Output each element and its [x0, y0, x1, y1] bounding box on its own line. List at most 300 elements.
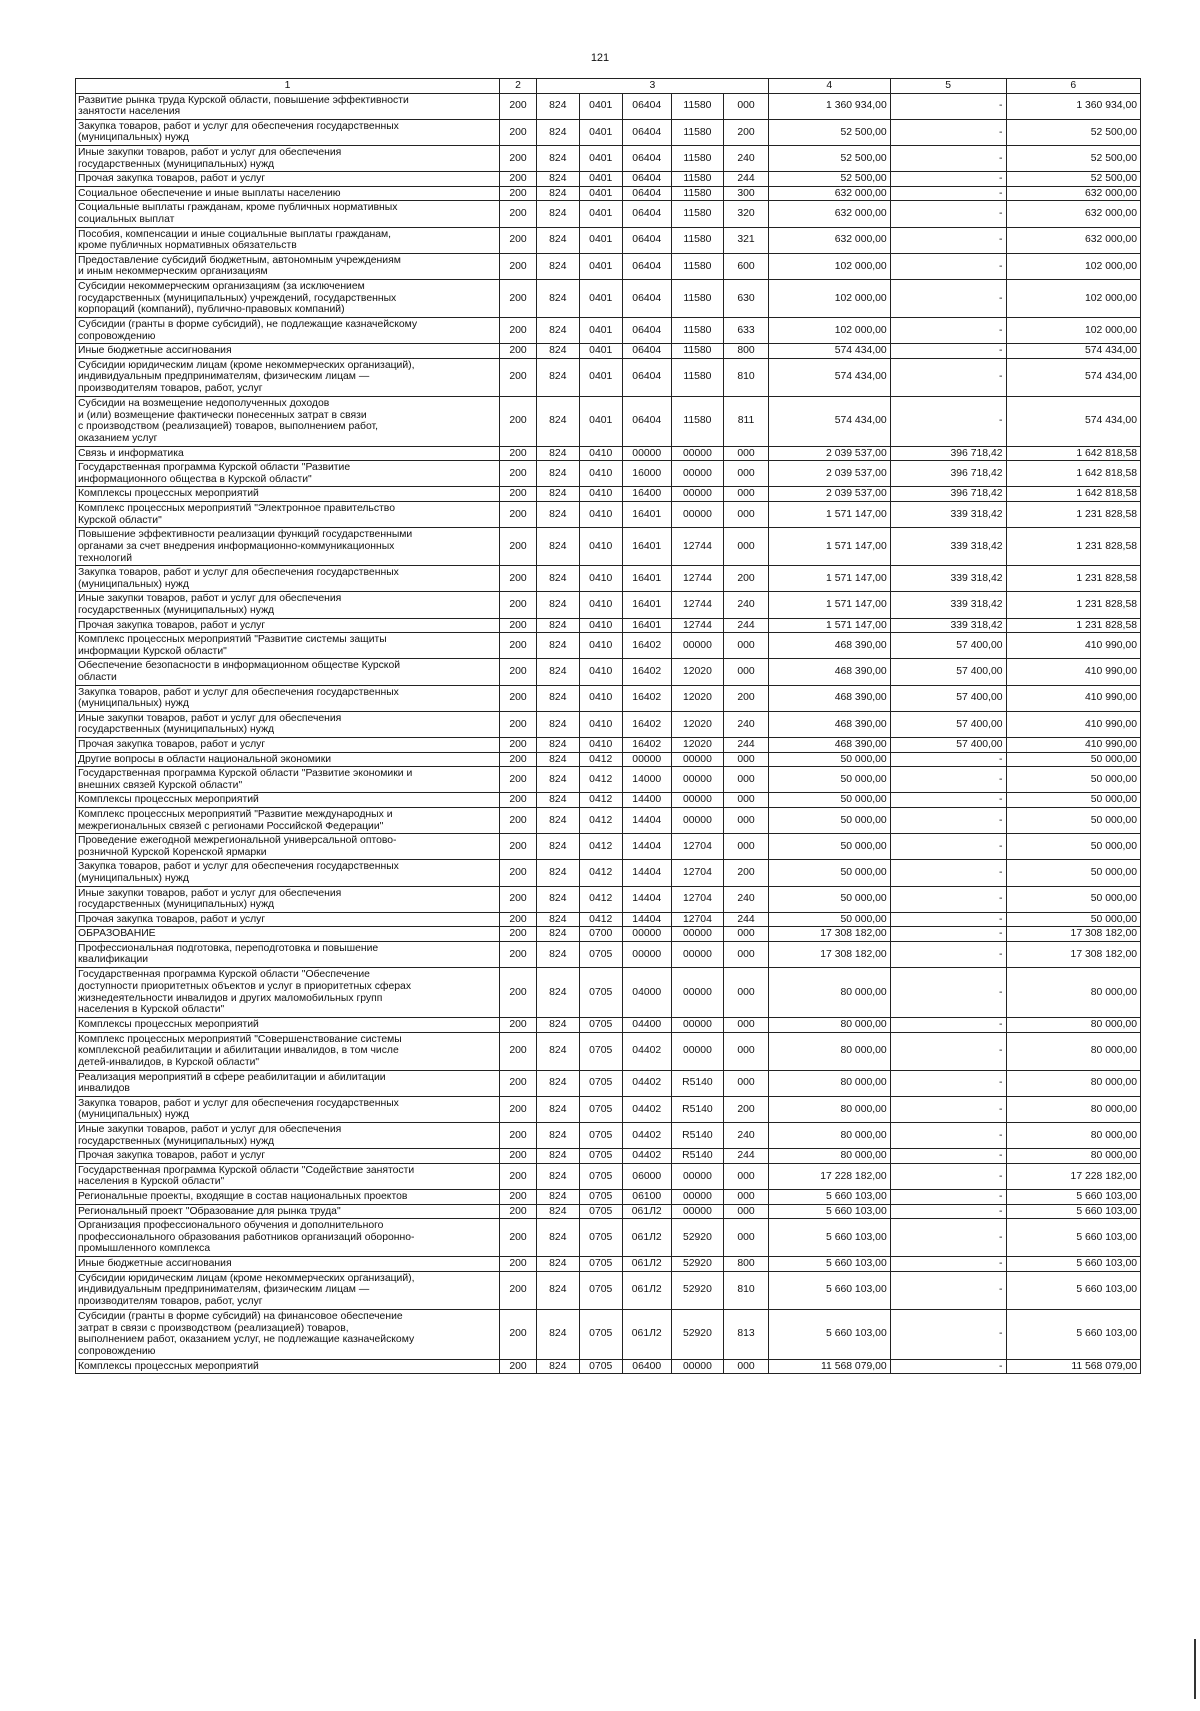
- row-program-code: 061Л2: [622, 1309, 671, 1359]
- row-program-code: 06404: [622, 317, 671, 343]
- row-program-code: 00000: [622, 752, 671, 767]
- row-expense-type: 000: [724, 487, 768, 502]
- row-name: Прочая закупка товаров, работ и услуг: [76, 737, 500, 752]
- table-row: [76, 1257, 1141, 1272]
- row-amount-col-4: 17 308 182,00: [768, 927, 890, 942]
- row-expense-type: 200: [724, 1096, 768, 1122]
- row-amount-col-4: 5 660 103,00: [768, 1309, 890, 1359]
- row-expense-type: 200: [724, 119, 768, 145]
- row-direction-code: 00000: [671, 752, 724, 767]
- table-row: [76, 279, 1141, 317]
- row-amount-col-4: 50 000,00: [768, 834, 890, 860]
- row-direction-code: R5140: [671, 1149, 724, 1164]
- row-amount-col-5: -: [890, 1032, 1006, 1070]
- row-program-code: 00000: [622, 927, 671, 942]
- table-row: [76, 633, 1141, 659]
- row-col-2: 200: [499, 752, 536, 767]
- row-amount-col-6: 632 000,00: [1006, 186, 1140, 201]
- table-row: [76, 566, 1141, 592]
- row-program-code: 06404: [622, 93, 671, 119]
- row-amount-col-4: 2 039 537,00: [768, 446, 890, 461]
- table-row: [76, 752, 1141, 767]
- row-program-code: 04402: [622, 1123, 671, 1149]
- row-section-code: 0705: [579, 941, 622, 967]
- row-name: Реализация мероприятий в сфере реабилитации и абилитации инвалидов: [76, 1070, 500, 1096]
- row-admin-code: 824: [537, 1070, 579, 1096]
- row-direction-code: 11580: [671, 317, 724, 343]
- row-name: Иные закупки товаров, работ и услуг для обеспечения государственных (муниципальных) нужд: [76, 886, 500, 912]
- row-expense-type: 000: [724, 1219, 768, 1257]
- row-amount-col-6: 80 000,00: [1006, 1070, 1140, 1096]
- row-name: Региональный проект "Образование для рынка труда": [76, 1204, 500, 1219]
- row-program-code: 14404: [622, 807, 671, 833]
- row-name: Закупка товаров, работ и услуг для обеспечения государственных (муниципальных) нужд: [76, 566, 500, 592]
- row-amount-col-6: 80 000,00: [1006, 1149, 1140, 1164]
- row-program-code: 16402: [622, 659, 671, 685]
- row-direction-code: R5140: [671, 1096, 724, 1122]
- row-section-code: 0410: [579, 685, 622, 711]
- row-section-code: 0705: [579, 1163, 622, 1189]
- row-admin-code: 824: [537, 711, 579, 737]
- row-expense-type: 320: [724, 201, 768, 227]
- row-amount-col-6: 574 434,00: [1006, 344, 1140, 359]
- row-amount-col-5: 57 400,00: [890, 737, 1006, 752]
- row-name: Прочая закупка товаров, работ и услуг: [76, 912, 500, 927]
- row-direction-code: 00000: [671, 793, 724, 808]
- page-number: 121: [590, 52, 610, 64]
- row-expense-type: 244: [724, 737, 768, 752]
- row-col-2: 200: [499, 834, 536, 860]
- row-col-2: 200: [499, 145, 536, 171]
- row-name: Организация профессионального обучения и дополнительного профессионального образования работников организаций оборонно- промышленного комплекса: [76, 1219, 500, 1257]
- row-amount-col-5: -: [890, 358, 1006, 396]
- row-expense-type: 000: [724, 767, 768, 793]
- row-amount-col-4: 468 390,00: [768, 711, 890, 737]
- row-section-code: 0401: [579, 317, 622, 343]
- row-amount-col-6: 17 228 182,00: [1006, 1163, 1140, 1189]
- row-amount-col-4: 17 228 182,00: [768, 1163, 890, 1189]
- row-name: Государственная программа Курской области "Обеспечение доступности приоритетных объектов и услуг в приоритетных сферах жизнедеятельности инвалидов и других маломобильных групп населения в Курской области": [76, 968, 500, 1018]
- row-col-2: 200: [499, 186, 536, 201]
- row-expense-type: 244: [724, 618, 768, 633]
- row-amount-col-4: 11 568 079,00: [768, 1359, 890, 1374]
- table-row: [76, 968, 1141, 1018]
- row-section-code: 0705: [579, 1070, 622, 1096]
- row-admin-code: 824: [537, 172, 579, 187]
- row-direction-code: 00000: [671, 1359, 724, 1374]
- row-admin-code: 824: [537, 752, 579, 767]
- row-amount-col-5: -: [890, 793, 1006, 808]
- row-direction-code: 00000: [671, 968, 724, 1018]
- table-row: [76, 119, 1141, 145]
- row-direction-code: 00000: [671, 461, 724, 487]
- row-program-code: 14400: [622, 793, 671, 808]
- row-section-code: 0412: [579, 807, 622, 833]
- row-amount-col-4: 1 571 147,00: [768, 566, 890, 592]
- row-expense-type: 633: [724, 317, 768, 343]
- row-expense-type: 000: [724, 528, 768, 566]
- row-amount-col-6: 50 000,00: [1006, 860, 1140, 886]
- row-section-code: 0410: [579, 461, 622, 487]
- row-section-code: 0401: [579, 186, 622, 201]
- row-section-code: 0401: [579, 145, 622, 171]
- row-admin-code: 824: [537, 1257, 579, 1272]
- row-admin-code: 824: [537, 1096, 579, 1122]
- row-amount-col-5: 57 400,00: [890, 685, 1006, 711]
- row-admin-code: 824: [537, 1032, 579, 1070]
- row-amount-col-5: -: [890, 227, 1006, 253]
- row-amount-col-6: 1 231 828,58: [1006, 592, 1140, 618]
- row-amount-col-5: -: [890, 145, 1006, 171]
- row-name: Связь и информатика: [76, 446, 500, 461]
- table-row: [76, 344, 1141, 359]
- row-direction-code: 12744: [671, 592, 724, 618]
- table-row: [76, 834, 1141, 860]
- row-amount-col-5: 396 718,42: [890, 461, 1006, 487]
- row-program-code: 14404: [622, 834, 671, 860]
- row-program-code: 16401: [622, 592, 671, 618]
- row-col-2: 200: [499, 592, 536, 618]
- row-name: Комплекс процессных мероприятий "Совершенствование системы комплексной реабилитации и абилитации инвалидов, в том числе детей-инвалидов, в Курской области": [76, 1032, 500, 1070]
- row-amount-col-5: -: [890, 1123, 1006, 1149]
- row-amount-col-4: 468 390,00: [768, 685, 890, 711]
- row-admin-code: 824: [537, 446, 579, 461]
- header-col-1: 1: [76, 79, 500, 94]
- row-expense-type: 200: [724, 860, 768, 886]
- row-direction-code: 11580: [671, 253, 724, 279]
- row-expense-type: 000: [724, 633, 768, 659]
- row-amount-col-4: 50 000,00: [768, 912, 890, 927]
- row-admin-code: 824: [537, 279, 579, 317]
- row-col-2: 200: [499, 711, 536, 737]
- row-col-2: 200: [499, 685, 536, 711]
- row-program-code: 04402: [622, 1096, 671, 1122]
- row-program-code: 06404: [622, 396, 671, 446]
- row-col-2: 200: [499, 1257, 536, 1272]
- row-name: Профессиональная подготовка, переподготовка и повышение квалификации: [76, 941, 500, 967]
- row-expense-type: 300: [724, 186, 768, 201]
- row-section-code: 0401: [579, 119, 622, 145]
- row-name: Субсидии (гранты в форме субсидий), не подлежащие казначейскому сопровождению: [76, 317, 500, 343]
- row-program-code: 00000: [622, 941, 671, 967]
- row-col-2: 200: [499, 912, 536, 927]
- table-row: [76, 737, 1141, 752]
- row-admin-code: 824: [537, 659, 579, 685]
- row-program-code: 06404: [622, 344, 671, 359]
- row-section-code: 0410: [579, 711, 622, 737]
- table-row: [76, 317, 1141, 343]
- row-amount-col-4: 80 000,00: [768, 1070, 890, 1096]
- row-amount-col-6: 50 000,00: [1006, 912, 1140, 927]
- row-section-code: 0410: [579, 566, 622, 592]
- row-expense-type: 000: [724, 927, 768, 942]
- row-amount-col-6: 50 000,00: [1006, 807, 1140, 833]
- row-expense-type: 000: [724, 793, 768, 808]
- table-row: [76, 1190, 1141, 1205]
- row-amount-col-5: -: [890, 279, 1006, 317]
- row-expense-type: 240: [724, 711, 768, 737]
- row-col-2: 200: [499, 227, 536, 253]
- row-admin-code: 824: [537, 186, 579, 201]
- row-admin-code: 824: [537, 793, 579, 808]
- row-amount-col-6: 1 231 828,58: [1006, 502, 1140, 528]
- row-name: Субсидии юридическим лицам (кроме некоммерческих организаций), индивидуальным предпринимателям, физическим лицам — производителям товаров, работ, услуг: [76, 358, 500, 396]
- row-amount-col-6: 52 500,00: [1006, 172, 1140, 187]
- row-admin-code: 824: [537, 1271, 579, 1309]
- row-col-2: 200: [499, 927, 536, 942]
- row-program-code: 16402: [622, 685, 671, 711]
- row-col-2: 200: [499, 253, 536, 279]
- table-row: [76, 446, 1141, 461]
- row-amount-col-4: 80 000,00: [768, 1096, 890, 1122]
- row-direction-code: 00000: [671, 807, 724, 833]
- row-amount-col-5: -: [890, 941, 1006, 967]
- row-direction-code: 11580: [671, 93, 724, 119]
- row-section-code: 0705: [579, 1149, 622, 1164]
- row-admin-code: 824: [537, 1219, 579, 1257]
- row-amount-col-4: 1 571 147,00: [768, 618, 890, 633]
- table-row: [76, 1149, 1141, 1164]
- row-admin-code: 824: [537, 502, 579, 528]
- row-program-code: 04400: [622, 1018, 671, 1033]
- row-col-2: 200: [499, 1149, 536, 1164]
- row-amount-col-4: 52 500,00: [768, 119, 890, 145]
- row-admin-code: 824: [537, 566, 579, 592]
- row-name: Социальные выплаты гражданам, кроме публичных нормативных социальных выплат: [76, 201, 500, 227]
- row-amount-col-6: 5 660 103,00: [1006, 1219, 1140, 1257]
- row-name: Закупка товаров, работ и услуг для обеспечения государственных (муниципальных) нужд: [76, 119, 500, 145]
- table-row: [76, 1032, 1141, 1070]
- row-expense-type: 321: [724, 227, 768, 253]
- row-amount-col-5: 57 400,00: [890, 633, 1006, 659]
- row-col-2: 200: [499, 396, 536, 446]
- row-section-code: 0705: [579, 1096, 622, 1122]
- row-amount-col-5: -: [890, 1219, 1006, 1257]
- row-amount-col-5: -: [890, 201, 1006, 227]
- row-col-2: 200: [499, 201, 536, 227]
- row-expense-type: 813: [724, 1309, 768, 1359]
- row-section-code: 0705: [579, 1190, 622, 1205]
- row-expense-type: 240: [724, 1123, 768, 1149]
- row-program-code: 04000: [622, 968, 671, 1018]
- row-admin-code: 824: [537, 592, 579, 618]
- row-amount-col-4: 5 660 103,00: [768, 1257, 890, 1272]
- row-admin-code: 824: [537, 860, 579, 886]
- row-name: Закупка товаров, работ и услуг для обеспечения государственных (муниципальных) нужд: [76, 1096, 500, 1122]
- row-section-code: 0705: [579, 1123, 622, 1149]
- row-section-code: 0401: [579, 172, 622, 187]
- row-section-code: 0410: [579, 487, 622, 502]
- row-name: Предоставление субсидий бюджетным, автономным учреждениям и иным некоммерческим организациям: [76, 253, 500, 279]
- row-amount-col-4: 574 434,00: [768, 344, 890, 359]
- row-amount-col-6: 410 990,00: [1006, 737, 1140, 752]
- row-admin-code: 824: [537, 487, 579, 502]
- row-section-code: 0410: [579, 737, 622, 752]
- row-expense-type: 800: [724, 1257, 768, 1272]
- row-expense-type: 200: [724, 566, 768, 592]
- row-direction-code: 00000: [671, 941, 724, 967]
- row-expense-type: 000: [724, 834, 768, 860]
- row-admin-code: 824: [537, 528, 579, 566]
- row-section-code: 0410: [579, 502, 622, 528]
- row-amount-col-4: 52 500,00: [768, 145, 890, 171]
- row-program-code: 16402: [622, 633, 671, 659]
- row-admin-code: 824: [537, 119, 579, 145]
- row-name: Закупка товаров, работ и услуг для обеспечения государственных (муниципальных) нужд: [76, 860, 500, 886]
- row-amount-col-5: -: [890, 1149, 1006, 1164]
- table-row: [76, 1096, 1141, 1122]
- row-name: ОБРАЗОВАНИЕ: [76, 927, 500, 942]
- row-program-code: 061Л2: [622, 1257, 671, 1272]
- row-section-code: 0705: [579, 1359, 622, 1374]
- row-col-2: 200: [499, 1309, 536, 1359]
- row-amount-col-6: 80 000,00: [1006, 1096, 1140, 1122]
- row-expense-type: 000: [724, 93, 768, 119]
- row-expense-type: 200: [724, 685, 768, 711]
- row-direction-code: 11580: [671, 344, 724, 359]
- row-section-code: 0705: [579, 1309, 622, 1359]
- row-program-code: 061Л2: [622, 1204, 671, 1219]
- row-amount-col-4: 1 360 934,00: [768, 93, 890, 119]
- row-program-code: 06404: [622, 201, 671, 227]
- row-admin-code: 824: [537, 317, 579, 343]
- row-col-2: 200: [499, 358, 536, 396]
- row-direction-code: 12020: [671, 737, 724, 752]
- row-amount-col-4: 1 571 147,00: [768, 592, 890, 618]
- row-name: Комплексы процессных мероприятий: [76, 1359, 500, 1374]
- row-section-code: 0410: [579, 618, 622, 633]
- row-direction-code: 00000: [671, 502, 724, 528]
- row-name: Комплексы процессных мероприятий: [76, 1018, 500, 1033]
- row-admin-code: 824: [537, 201, 579, 227]
- row-admin-code: 824: [537, 618, 579, 633]
- row-amount-col-6: 410 990,00: [1006, 659, 1140, 685]
- row-amount-col-4: 17 308 182,00: [768, 941, 890, 967]
- row-col-2: 200: [499, 1359, 536, 1374]
- row-amount-col-5: -: [890, 172, 1006, 187]
- table-row: [76, 618, 1141, 633]
- row-section-code: 0705: [579, 1204, 622, 1219]
- row-section-code: 0401: [579, 93, 622, 119]
- row-section-code: 0705: [579, 968, 622, 1018]
- row-amount-col-6: 102 000,00: [1006, 279, 1140, 317]
- row-expense-type: 000: [724, 1018, 768, 1033]
- table-row: [76, 227, 1141, 253]
- header-col-5: 5: [890, 79, 1006, 94]
- row-name: Развитие рынка труда Курской области, повышение эффективности занятости населения: [76, 93, 500, 119]
- row-expense-type: 000: [724, 1163, 768, 1189]
- row-col-2: 200: [499, 618, 536, 633]
- row-amount-col-4: 468 390,00: [768, 659, 890, 685]
- row-name: Иные закупки товаров, работ и услуг для обеспечения государственных (муниципальных) нужд: [76, 145, 500, 171]
- row-name: Социальное обеспечение и иные выплаты населению: [76, 186, 500, 201]
- row-col-2: 200: [499, 807, 536, 833]
- row-section-code: 0401: [579, 253, 622, 279]
- row-name: Субсидии некоммерческим организациям (за исключением государственных (муниципальных) учреждений, государственных корпораций (компаний), публично-правовых компаний): [76, 279, 500, 317]
- row-amount-col-6: 1 642 818,58: [1006, 487, 1140, 502]
- row-amount-col-4: 50 000,00: [768, 886, 890, 912]
- row-amount-col-6: 11 568 079,00: [1006, 1359, 1140, 1374]
- row-admin-code: 824: [537, 461, 579, 487]
- row-admin-code: 824: [537, 941, 579, 967]
- row-name: Повышение эффективности реализации функций государственными органами за счет внедрения информационно-коммуникационных технологий: [76, 528, 500, 566]
- scan-edge-mark: [1194, 1639, 1196, 1699]
- row-admin-code: 824: [537, 968, 579, 1018]
- row-section-code: 0412: [579, 767, 622, 793]
- row-direction-code: 00000: [671, 487, 724, 502]
- row-section-code: 0705: [579, 1257, 622, 1272]
- row-direction-code: 12704: [671, 912, 724, 927]
- row-direction-code: 00000: [671, 1204, 724, 1219]
- row-section-code: 0705: [579, 1032, 622, 1070]
- header-col-2: 2: [499, 79, 536, 94]
- row-expense-type: 810: [724, 1271, 768, 1309]
- row-amount-col-5: -: [890, 886, 1006, 912]
- row-section-code: 0401: [579, 227, 622, 253]
- row-name: Региональные проекты, входящие в состав национальных проектов: [76, 1190, 500, 1205]
- row-program-code: 16401: [622, 502, 671, 528]
- row-amount-col-6: 50 000,00: [1006, 886, 1140, 912]
- row-amount-col-5: -: [890, 1163, 1006, 1189]
- row-name: Государственная программа Курской области "Развитие информационного общества в Курской области": [76, 461, 500, 487]
- row-amount-col-4: 632 000,00: [768, 186, 890, 201]
- row-direction-code: 00000: [671, 633, 724, 659]
- row-name: Другие вопросы в области национальной экономики: [76, 752, 500, 767]
- row-direction-code: 11580: [671, 201, 724, 227]
- table-row: [76, 912, 1141, 927]
- row-program-code: 06404: [622, 253, 671, 279]
- row-name: Проведение ежегодной межрегиональной универсальной оптово- розничной Курской Коренской ярмарки: [76, 834, 500, 860]
- row-amount-col-6: 50 000,00: [1006, 752, 1140, 767]
- row-col-2: 200: [499, 93, 536, 119]
- row-amount-col-5: -: [890, 344, 1006, 359]
- row-amount-col-4: 574 434,00: [768, 358, 890, 396]
- row-admin-code: 824: [537, 93, 579, 119]
- row-col-2: 200: [499, 1204, 536, 1219]
- row-amount-col-4: 2 039 537,00: [768, 461, 890, 487]
- table-row: [76, 592, 1141, 618]
- row-amount-col-5: -: [890, 1070, 1006, 1096]
- row-section-code: 0412: [579, 886, 622, 912]
- row-col-2: 200: [499, 487, 536, 502]
- row-amount-col-6: 5 660 103,00: [1006, 1204, 1140, 1219]
- row-name: Комплексы процессных мероприятий: [76, 793, 500, 808]
- row-program-code: 06404: [622, 279, 671, 317]
- row-col-2: 200: [499, 566, 536, 592]
- row-name: Закупка товаров, работ и услуг для обеспечения государственных (муниципальных) нужд: [76, 685, 500, 711]
- row-direction-code: 00000: [671, 1018, 724, 1033]
- row-amount-col-5: 339 318,42: [890, 502, 1006, 528]
- row-admin-code: 824: [537, 737, 579, 752]
- row-direction-code: 52920: [671, 1219, 724, 1257]
- row-col-2: 200: [499, 968, 536, 1018]
- row-direction-code: 11580: [671, 396, 724, 446]
- row-amount-col-4: 1 571 147,00: [768, 528, 890, 566]
- row-expense-type: 000: [724, 446, 768, 461]
- row-program-code: 06404: [622, 172, 671, 187]
- row-amount-col-6: 5 660 103,00: [1006, 1257, 1140, 1272]
- row-amount-col-6: 574 434,00: [1006, 396, 1140, 446]
- row-amount-col-4: 5 660 103,00: [768, 1204, 890, 1219]
- row-amount-col-6: 1 231 828,58: [1006, 528, 1140, 566]
- row-col-2: 200: [499, 1070, 536, 1096]
- table-row: [76, 860, 1141, 886]
- row-amount-col-6: 632 000,00: [1006, 227, 1140, 253]
- row-direction-code: 52920: [671, 1257, 724, 1272]
- row-amount-col-6: 50 000,00: [1006, 767, 1140, 793]
- table-row: [76, 941, 1141, 967]
- row-program-code: 06404: [622, 186, 671, 201]
